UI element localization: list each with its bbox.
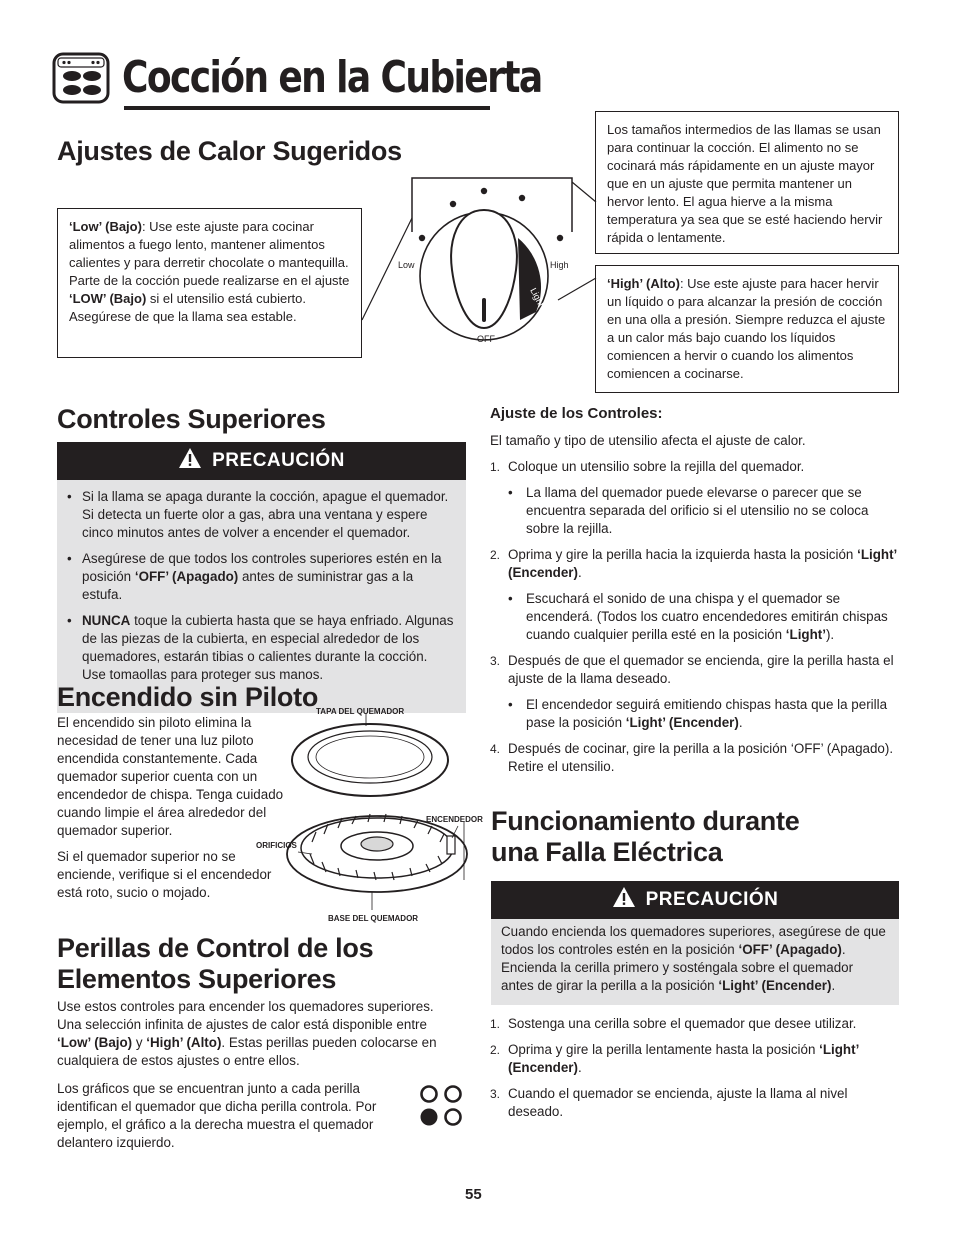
step-item: 3. Cuando el quemador se encienda, ajuste la llama al nivel deseado.: [490, 1086, 848, 1119]
pilotless-paragraph-1: El encendido sin piloto elimina la necesidad de tener una luz piloto encendida constantemente. Cada quemador superior cuenta con un encendedor de chispa. Tenga cuidado cuando limpie el área alrededor del quemador superior.: [57, 715, 284, 838]
low-label: ‘Low’ (Bajo): [69, 219, 142, 234]
medium-setting-box: [595, 111, 899, 254]
top-controls-caution: [57, 442, 466, 713]
low-text-2: si el utensilio está cubierto. Asegúrese de que la llama sea estable.: [69, 291, 306, 324]
low-text: : Use este ajuste para cocinar alimentos a fuego lento, mantener alimentos calientes y para derretir chocolate o mantequilla. Parte de la cocción puede realizarse en el ajuste: [69, 219, 350, 288]
pilotless-paragraph-2: Si el quemador superior no se enciende, verifique si el encendedor está roto, sucio o mojado.: [57, 849, 272, 900]
control-knob-diagram: [360, 170, 600, 350]
low-label-2: ‘LOW’ (Bajo): [69, 291, 147, 306]
power-failure-steps: [490, 1015, 890, 1129]
caution-title: PRECAUCIÓN: [212, 450, 345, 471]
pilotless-heading: Encendido sin Piloto: [57, 682, 319, 712]
knob-low-label: Low: [398, 260, 415, 270]
page-number: 55: [465, 1186, 482, 1203]
caution-header: [491, 881, 899, 919]
top-controls-heading: Controles Superiores: [57, 404, 326, 434]
knob-off-label: OFF: [477, 334, 495, 344]
burner-diagram: [252, 704, 488, 928]
high-label: ‘High’ (Alto): [607, 276, 680, 291]
knobs-text: [57, 998, 461, 1160]
caution-bullet: • Asegúrese de que todos los controles superiores estén en la posición ‘OFF’ (Apagado) antes de suministrar gas a la estufa.: [67, 550, 454, 604]
burner-base-label: BASE DEL QUEMADOR: [328, 914, 419, 923]
setting-intro: El tamaño y tipo de utensilio afecta el ajuste de calor.: [490, 433, 806, 448]
caution-body: Cuando encienda los quemadores superiores, asegúrese de que todos los controles estén en la posición ‘OFF’ (Apagado). Encienda la cerilla primero y sosténgala sobre el quemador antes de girar la perilla a la posición ‘Light’ (Encender).: [491, 919, 899, 1005]
low-setting-box: [57, 208, 362, 358]
caution-body: [57, 480, 466, 713]
knob-high-label: High: [550, 260, 569, 270]
step-item: 4. Después de cocinar, gire la perilla a la posición ‘OFF’ (Apagado). Retire el utensilio.: [490, 741, 894, 774]
power-failure-caution: [491, 881, 899, 1005]
burner-cap-label: TAPA DEL QUEMADOR: [316, 707, 405, 716]
caution-header: [57, 442, 466, 480]
caution-title: PRECAUCIÓN: [645, 889, 779, 910]
step-item: 1. Sostenga una cerilla sobre el quemador que desee utilizar.: [490, 1016, 857, 1031]
medium-text: Los tamaños intermedios de las llamas se usan para continuar la cocción. El alimento no se cocinará más rápidamente en un ajuste mayor que en un ajuste que permita mantener un hervor lento. El agua hierve a la misma temperatura ya sea que se esté haciendo hervir rápida o lentamente.: [607, 122, 883, 245]
heat-settings-heading: Ajustes de Calor Sugeridos: [57, 136, 402, 166]
warning-icon: [612, 886, 636, 914]
ports-label: ORIFICIOS: [256, 841, 297, 850]
power-failure-heading: Funcionamiento durante una Falla Eléctrica: [491, 806, 800, 867]
page-title: Cocción en la Cubierta: [122, 52, 542, 103]
knobs-heading: Perillas de Control de los Elementos Superiores: [57, 933, 374, 994]
caution-bullet: • Si la llama se apaga durante la cocción, apague el quemador. Si detecta un fuerte olor a gas, abra una ventana y espere cinco minutos antes de volver a encender el quemador.: [67, 488, 454, 542]
setting-controls-heading: Ajuste de los Controles:: [490, 405, 663, 422]
high-setting-box: [595, 265, 899, 393]
setting-controls-text: [490, 432, 902, 784]
caution-bullet: • NUNCA toque la cubierta hasta que se haya enfriado. Algunas de las piezas de la cubierta, en especial alrededor de los quemadores, estarán tibias o calientes durante la cocción. Use tomaollas para proteger sus manos.: [67, 612, 454, 684]
burner-locator-icon: [418, 1083, 466, 1129]
high-text: : Use este ajuste para hacer hervir un líquido o para alcanzar la presión de cocción en una olla a presión. Siempre reduzca el ajuste a un calor más bajo cuando los líquidos comiencen a hervir o cuando los alimentos comiencen a cocinarse.: [607, 276, 886, 381]
step-item: 2. Oprima y gire la perilla hacia la izquierda hasta la posición ‘Light’ (Encender). • Escuchará el sonido de una chispa y el quemador se encenderá. (Todos los cuatro encendedores emitirán chispas cuando cualquier perilla esté en la posición ‘Light’).: [490, 546, 902, 644]
cooktop-icon: [52, 52, 110, 104]
knobs-paragraph-1: Use estos controles para encender los quemadores superiores. Una selección infinita de ajustes de calor está disponible entre ‘Low’ (Bajo) y ‘High’ (Alto). Estas perillas pueden colocarse en cualquiera de estos ajustes o entre ellos.: [57, 999, 437, 1068]
title-underline: [124, 106, 490, 110]
warning-icon: [178, 447, 202, 475]
step-item: 1. Coloque un utensilio sobre la rejilla del quemador. • La llama del quemador puede elevarse o parecer que se encuentra separada del orificio si el utensilio no se coloca sobre la rejilla.: [490, 458, 902, 538]
knob-light-label: Light: [528, 286, 547, 309]
step-item: 3. Después de que el quemador se encienda, gire la perilla hasta el ajuste de la llama deseado. • El encendedor seguirá emitiendo chispas hasta que la perilla pase la posición ‘Light’ (Encender).: [490, 652, 902, 732]
step-item: 2. Oprima y gire la perilla lentamente hasta la posición ‘Light’ (Encender).: [490, 1042, 859, 1075]
igniter-label: ENCENDEDOR: [426, 815, 483, 824]
knobs-paragraph-2: Los gráficos que se encuentran junto a cada perilla identifican el quemador que dicha perilla controla. Por ejemplo, el gráfico a la derecha muestra el quemador delantero izquierdo.: [57, 1081, 377, 1150]
